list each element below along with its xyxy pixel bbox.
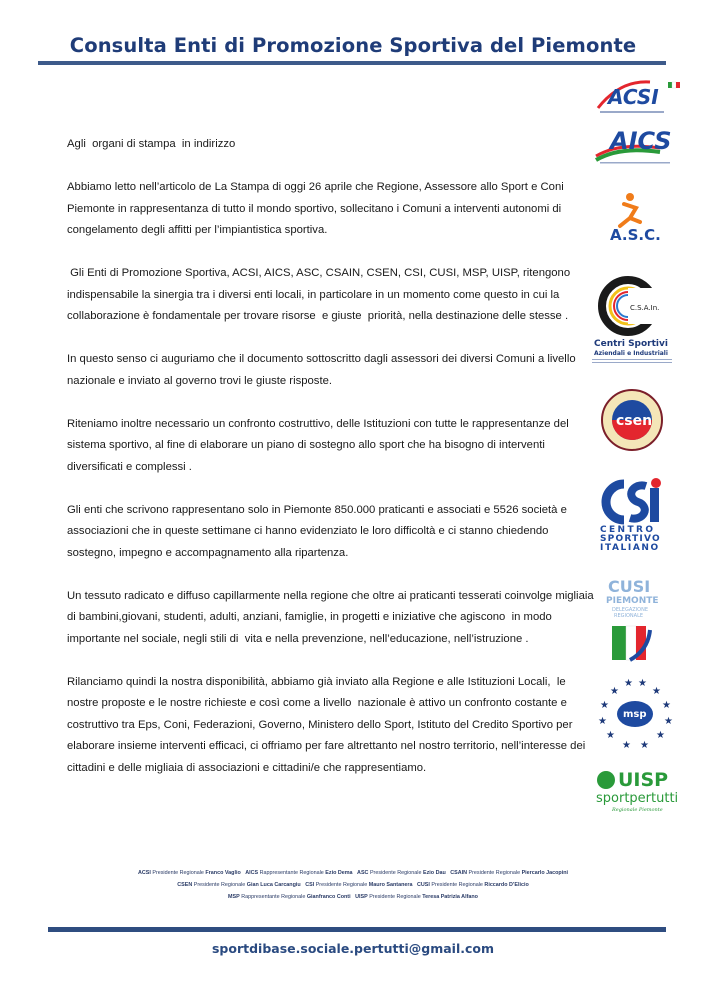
cusi-region-text: PIEMONTE [606, 596, 659, 606]
svg-text:A.S.C.: A.S.C. [610, 226, 661, 244]
footer-divider [48, 927, 666, 932]
csain-ring-text: C.S.A.In. [630, 304, 660, 312]
svg-text:SPORTIVO: SPORTIVO [600, 534, 661, 544]
svg-text:★: ★ [662, 700, 671, 711]
header-divider [38, 61, 666, 65]
signatories-line-1: ACSI Presidente Regionale Franco Vaglio AICS Rappresentante Regionale Ezio Dema ASC Presidente Regionale Ezio Dau CSAIN Presidente Regionale Piercarlo Jacopini [137, 870, 569, 876]
paragraph-5: Gli enti che scrivono rappresentano solo in Piemonte 850.000 praticanti e associati e 5526 società e associazioni che in queste settimane ci hanno evidenziato le loro difficoltà e ci stanno chiedendo sostegno, impegno e accompagnamento alla ripartenza. [67, 503, 571, 559]
cusi-text: CUSI [608, 577, 651, 596]
signatories-line-2: CSEN Presidente Regionale Gian Luca Carcangiu CSI Presidente Regionale Mauro Santanera CUSI Presidente Regionale Riccardo D’Elicio [177, 882, 529, 888]
svg-text:Aziendali e Industriali: Aziendali e Industriali [594, 350, 668, 357]
contact-email[interactable]: sportdibase.sociale.pertutti@gmail.com [211, 941, 494, 956]
csen-logo [590, 388, 686, 452]
svg-text:★: ★ [622, 740, 631, 751]
svg-text:★: ★ [652, 686, 661, 697]
svg-text:Centri Sportivi: Centri Sportivi [594, 339, 668, 349]
svg-text:★: ★ [638, 678, 647, 689]
svg-text:★: ★ [598, 716, 607, 727]
cusi-logo [590, 576, 686, 662]
svg-text:★: ★ [610, 686, 619, 697]
svg-text:DELEGAZIONE: DELEGAZIONE [612, 607, 648, 613]
uisp-tag-text: sportpertutti [596, 791, 679, 806]
svg-text:★: ★ [606, 730, 615, 741]
svg-text:★: ★ [600, 700, 609, 711]
msp-text: msp [623, 709, 647, 720]
paragraph-3: In questo senso ci auguriamo che il documento sottoscritto dagli assessori dei diversi Comuni a livello nazionale e inviato al governo trovi le giuste risposte. [67, 353, 579, 387]
acsi-logo [590, 74, 686, 118]
svg-text:★: ★ [664, 716, 673, 727]
msp-logo [590, 676, 686, 752]
paragraph-4: Riteniamo inoltre necessario un confronto costruttivo, delle Istituzioni con tutte le rappresentanze del sistema sportivo, al fine di elaborare un piano di sostegno allo sport che ha bisogno di interventi diversificati e complessi . [67, 417, 572, 473]
svg-text:★: ★ [640, 740, 649, 751]
svg-text:★: ★ [656, 730, 665, 741]
csain-logo [590, 276, 686, 368]
uisp-logo [590, 766, 686, 814]
svg-text:CENTRO: CENTRO [600, 525, 656, 535]
svg-text:Regionale Piemonte: Regionale Piemonte [612, 807, 663, 813]
letter-body [67, 134, 597, 801]
paragraph-2: Gli Enti di Promozione Sportiva, ACSI, AICS, ASC, CSAIN, CSEN, CSI, CUSI, MSP, UISP, ritengono indispensabile la sinergia tra i diversi enti locali, in particolare in un momento come questo in cui la collaborazione è fondamentale per trovare risorse e giuste priorità, nella destinazione delle stesse . [67, 267, 574, 322]
svg-text:AICS: AICS [610, 127, 672, 155]
uisp-text: UISP [618, 769, 669, 791]
svg-text:REGIONALE: REGIONALE [614, 613, 644, 619]
paragraph-1: Abbiamo letto nell’articolo de La Stampa di oggi 26 aprile che Regione, Assessore allo Sport e Coni Piemonte in rappresentanza di tutto il mondo sportivo, sollecitano i Comuni a interventi autonomi di congelamento degli affitti per l’impiantistica sportiva. [67, 181, 567, 236]
svg-text:ACSI: ACSI [608, 85, 659, 109]
svg-text:ITALIANO: ITALIANO [600, 543, 660, 553]
paragraph-6: Un tessuto radicato e diffuso capillarmente nella regione che oltre ai praticanti tesserati coinvolge migliaia di bambini,giovani, studenti, adulti, anziani, famiglie, in progetti e iniziative che agiscono in modo importante nel sociale, negli stili di vita e nella prevenzione, nell’educazione, nell’istruzione . [67, 589, 597, 645]
signatories [60, 867, 646, 903]
page-title: Consulta Enti di Promozione Sportiva del Piemonte [69, 34, 637, 57]
svg-text:★: ★ [624, 678, 633, 689]
asc-logo [590, 188, 686, 244]
signatories-line-3: MSP Rappresentante Regionale Gianfranco Conti UISP Presidente Regionale Teresa Patrizia Alfano [228, 894, 478, 900]
csen-text: csen [616, 413, 653, 429]
logo-column [590, 66, 690, 826]
paragraph-7: Rilanciamo quindi la nostra disponibilità, abbiamo già inviato alla Regione e alle Istituzioni Locali, le nostre proposte e le nostre richieste e così come a livello nazionale è attivo un confronto costante e costruttivo tra Eps, Coni, Federazioni, Governo, Ministero dello Sport, Istituto del Credito Sportivo per elaborare insieme interventi efficaci, ci offriamo per fare altrettanto nel nostro territorio, nell’interesse dei cittadini e delle migliaia di associazioni e cittadini/e che rappresentiamo. [67, 675, 589, 774]
csi-logo [590, 478, 686, 554]
greeting: Agli organi di stampa in indirizzo [67, 138, 236, 150]
aics-logo [590, 124, 686, 166]
